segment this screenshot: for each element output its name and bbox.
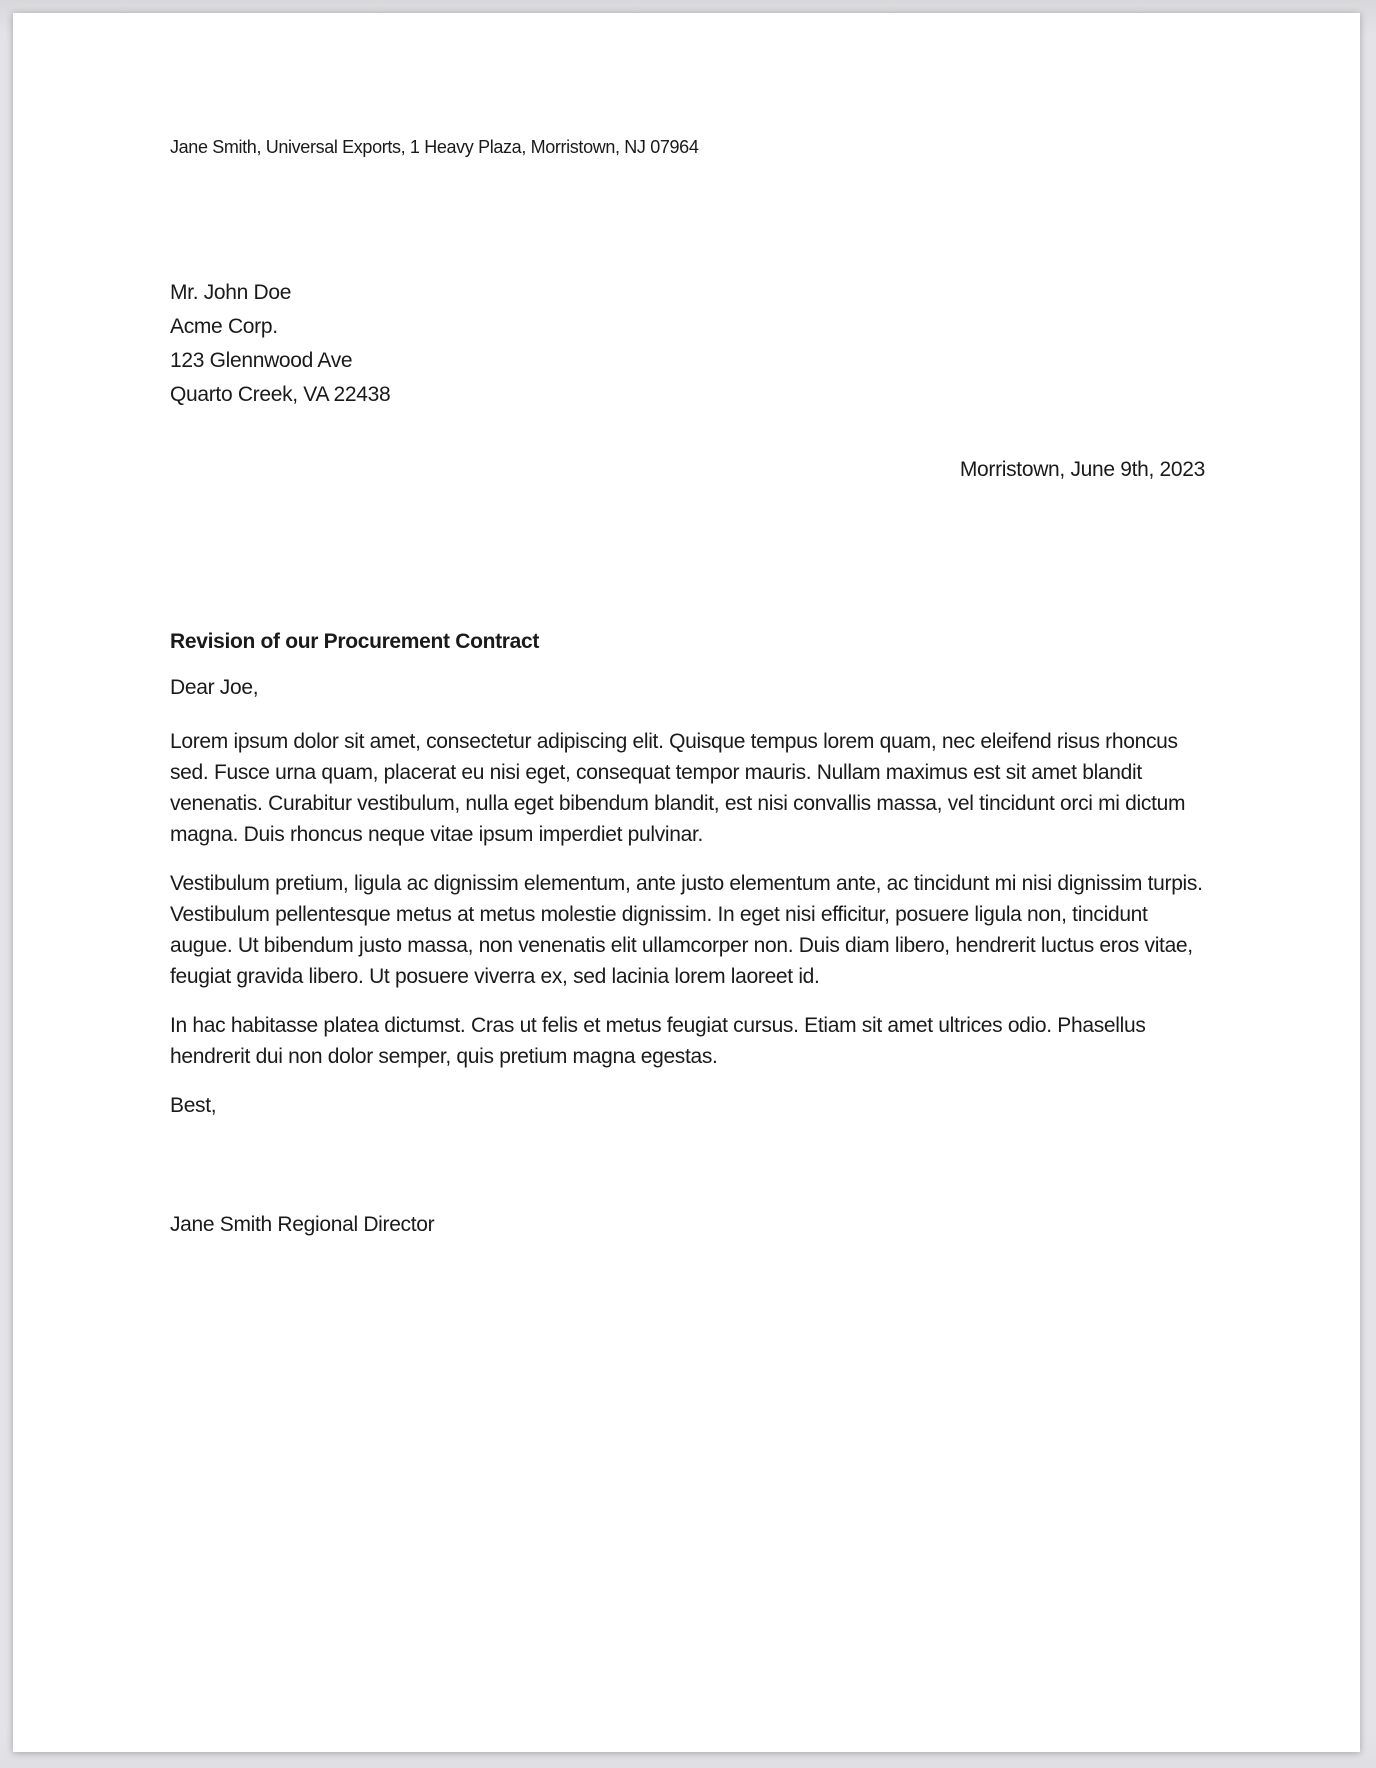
body-paragraph-3: In hac habitasse platea dictumst. Cras ut felis et metus feugiat cursus. Etiam sit amet ultrices odio. Phasellus hendrerit dui non dolor semper, quis pretium magna egestas.: [170, 1014, 1146, 1068]
subject-line: Revision of our Procurement Contract: [170, 630, 540, 653]
salutation: Dear Joe,: [170, 676, 259, 699]
recipient-city-state-zip: Quarto Creek, VA 22438: [170, 383, 391, 406]
recipient-address-block: [170, 276, 390, 412]
signature-line: Jane Smith Regional Director: [170, 1213, 435, 1236]
recipient-company: Acme Corp.: [170, 315, 278, 338]
sender-return-address-line: Jane Smith, Universal Exports, 1 Heavy Plaza, Morristown, NJ 07964: [170, 137, 699, 157]
closing-line: Best,: [170, 1094, 217, 1117]
recipient-name: Mr. John Doe: [170, 281, 292, 304]
recipient-street: 123 Glennwood Ave: [170, 349, 353, 372]
place-and-date-line: Morristown, June 9th, 2023: [959, 458, 1205, 481]
letter-body: [170, 726, 1205, 1240]
letter-page: [13, 13, 1360, 1752]
body-paragraph-1: Lorem ipsum dolor sit amet, consectetur adipiscing elit. Quisque tempus lorem quam, nec eleifend risus rhoncus sed. Fusce urna quam, placerat eu nisi eget, consequat tempor mauris. Nullam maximus est sit amet blandit venenatis. Curabitur vestibulum, nulla eget bibendum blandit, est nisi convallis massa, vel tincidunt orci mi dictum magna. Duis rhoncus neque vitae ipsum imperdiet pulvinar.: [170, 730, 1186, 846]
body-paragraph-2: Vestibulum pretium, ligula ac dignissim elementum, ante justo elementum ante, ac tincidunt mi nisi dignissim turpis. Vestibulum pellentesque metus at metus molestie dignissim. In eget nisi efficitur, posuere ligula non, tincidunt augue. Ut bibendum justo massa, non venenatis elit ullamcorper non. Duis diam libero, hendrerit luctus eros vitae, feugiat gravida libero. Ut posuere viverra ex, sed lacinia lorem laoreet id.: [170, 872, 1203, 988]
